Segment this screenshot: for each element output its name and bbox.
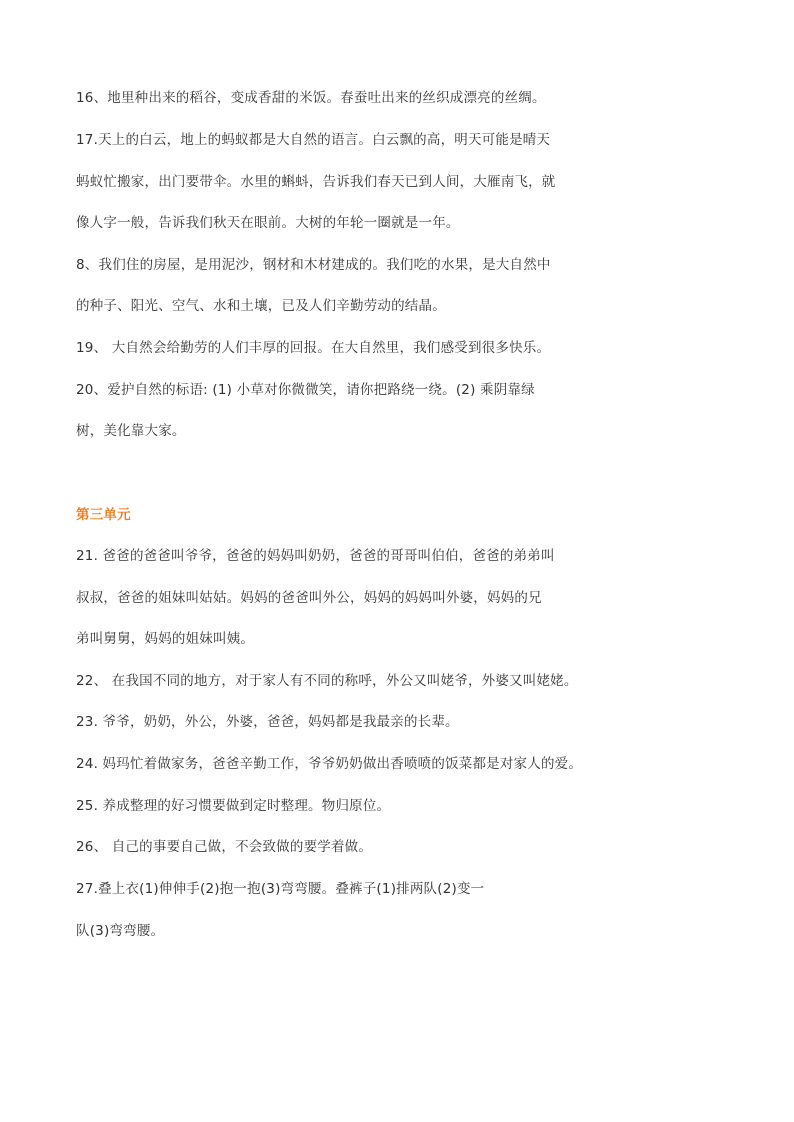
text-line: 25. 养成整理的好习惯要做到定时整理。物归原位。 (76, 798, 391, 814)
text-line: 26、 自己的事要自己做，不会致做的要学着做。 (76, 839, 373, 855)
text-line: 27.叠上衣(1)伸伸手(2)抱一抱(3)弯弯腰。叠裤子(1)排两队(2)变一 (76, 881, 485, 897)
text-line: 8、我们住的房屋，是用泥沙，钢材和木材建成的。我们吃的水果，是大自然中 (76, 257, 551, 273)
text-line: 弟叫舅舅，妈妈的姐妹叫姨。 (76, 631, 255, 647)
section-heading: 第三单元 (76, 507, 131, 523)
text-line: 像人字一般，告诉我们秋天在眼前。大树的年轮一圈就是一年。 (76, 215, 460, 231)
text-line: 叔叔，爸爸的姐妹叫姑姑。妈妈的爸爸叫外公，妈妈的妈妈叫外婆，妈妈的兄 (76, 590, 542, 606)
text-line: 的种子、阳光、空气、水和土壤，已及人们辛勤劳动的结晶。 (76, 298, 446, 314)
text-line: 23. 爷爷，奶奶，外公，外婆，爸爸，妈妈都是我最亲的长辈。 (76, 714, 459, 730)
text-line: 21. 爸爸的爸爸叫爷爷，爸爸的妈妈叫奶奶，爸爸的哥哥叫伯伯，爸爸的弟弟叫 (76, 548, 555, 564)
text-line: 20、爱护自然的标语: (1) 小草对你微微笑，请你把路绕一绕。(2) 乘阴靠绿 (76, 382, 535, 398)
text-line: 16、地里种出来的稻谷，变成香甜的米饭。春蚕吐出来的丝织成漂亮的丝绸。 (76, 90, 546, 106)
text-line: 24. 妈玛忙着做家务，爸爸辛勤工作，爷爷奶奶做出香喷喷的饭菜都是对家人的爱。 (76, 756, 583, 772)
text-line: 19、 大自然会给勤劳的人们丰厚的回报。在大自然里，我们感受到很多快乐。 (76, 340, 551, 356)
text-line: 17.天上的白云，地上的蚂蚁都是大自然的语言。白云飘的高，明天可能是晴天 (76, 132, 551, 148)
text-line: 队(3)弯弯腰。 (76, 923, 165, 939)
text-line: 树，美化靠大家。 (76, 423, 186, 439)
text-line: 蚂蚁忙搬家，出门要带伞。水里的蝌蚪，告诉我们春天已到人间，大雁南飞，就 (76, 174, 556, 190)
text-line: 22、 在我国不同的地方，对于家人有不同的称呼，外公又叫姥爷，外婆又叫姥姥。 (76, 673, 578, 689)
